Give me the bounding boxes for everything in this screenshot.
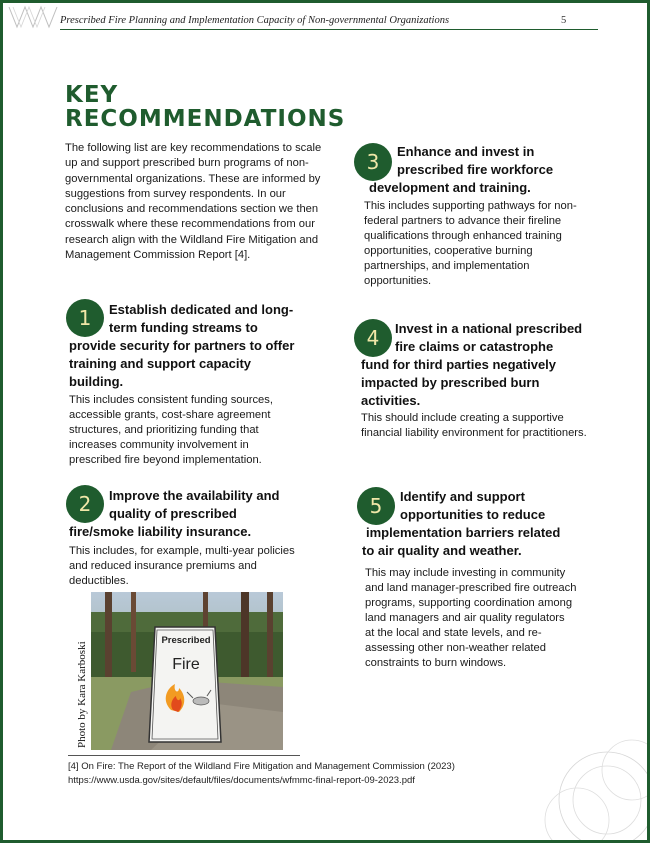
photo-credit: Photo by Kara Karboski xyxy=(76,641,88,748)
number-badge-2: 2 xyxy=(66,485,104,523)
prescribed-fire-sign-photo xyxy=(91,592,283,750)
recommendation-3-title: Enhance and invest in prescribed fire workforce development and training. xyxy=(369,144,554,195)
footnote-divider xyxy=(68,755,300,756)
sign-text-line-1: Prescribed xyxy=(161,635,211,646)
number-badge-1: 1 xyxy=(66,299,104,337)
number-badge-4: 4 xyxy=(354,319,392,357)
recommendation-2-body: This includes, for example, multi-year policies and reduced insurance premiums and deductibles. xyxy=(69,545,295,587)
corner-decoration-icon xyxy=(537,730,647,840)
number-badge-5: 5 xyxy=(357,487,395,525)
header-divider xyxy=(60,29,598,30)
number-badge-3: 3 xyxy=(354,143,392,181)
photo-illustration xyxy=(91,592,283,750)
page-title-line-1: KEY xyxy=(65,82,119,108)
footnote: [4] On Fire: The Report of the Wildland Fire Mitigation and Management Commission (2023) https://www.usda.gov/sites/default/files/documents/wfmmc-final-report-09-2023.pdf xyxy=(68,761,455,786)
page-title xyxy=(65,82,346,132)
recommendation-5-body: This may include investing in community and land manager-prescribed fire outreach programs, supporting coordination among land managers and air quality regulators at the local and state levels, and re-assessing other non-weather related constraints to burn windows. xyxy=(365,567,577,669)
running-header-title: Prescribed Fire Planning and Implementation Capacity of Non-governmental Organizations xyxy=(60,15,450,26)
recommendation-1-body: This includes consistent funding sources, accessible grants, cost-share agreement structures, and prioritizing funding that increases community involvement in prescribed fire beyond implementation. xyxy=(69,394,273,466)
sign-text-line-2: Fire xyxy=(172,656,200,673)
header-decoration-icon xyxy=(7,5,63,31)
intro-paragraph: The following list are key recommendations to scale up and support prescribed burn programs of non-governmental organizations. These are informed by suggestions from survey respondents. In our conclusions and recommendations section we then crosswalk where these recommendations from our research align with the Wildland Fire Mitigation and Management Commission Report [4]. xyxy=(65,142,322,262)
page-number: 5 xyxy=(561,15,567,26)
recommendation-2-title: Improve the availability and quality of prescribed fire/smoke liability insurance. xyxy=(69,488,280,539)
recommendation-4-title: Invest in a national prescribed fire claims or catastrophe fund for third parties negatively impacted by prescribed burn activities. xyxy=(361,321,583,408)
recommendation-3-body: This includes supporting pathways for non-federal partners to advance their fireline qualifications through enhanced training opportunities, cooperative burning partnerships, and implementation opportunities. xyxy=(364,200,577,287)
recommendation-1-title: Establish dedicated and long- term funding streams to provide security for partners to offer training and support capacity building. xyxy=(69,302,295,389)
recommendation-4-body: This should include creating a supportive financial liability environment for practitioners. xyxy=(361,412,587,439)
recommendation-5-title: Identify and support opportunities to reduce implementation barriers related to air quality and weather. xyxy=(362,489,561,558)
page-title-line-2: RECOMMENDATIONS xyxy=(65,106,346,132)
